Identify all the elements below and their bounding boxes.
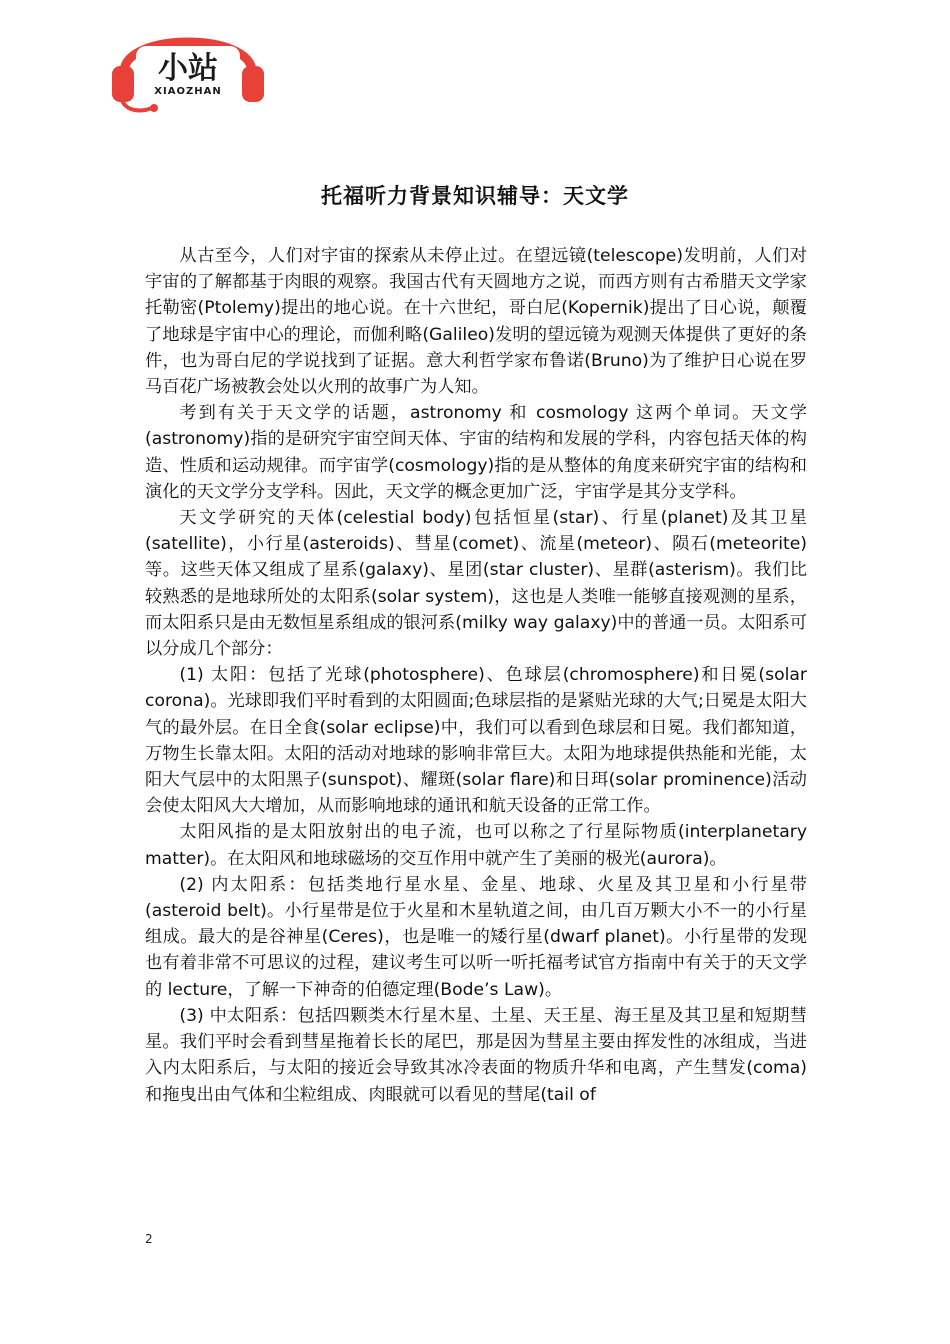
logo-brand-en: XIAOZHAN — [154, 86, 222, 97]
paragraph: 太阳风指的是太阳放射出的电子流，也可以称之了行星际物质(interplanetary matter)。在太阳风和地球磁场的交互作用中就产生了美丽的极光(aurora)。 — [145, 822, 807, 869]
headphone-logo-icon — [108, 22, 268, 114]
page-number: 2 — [145, 1232, 153, 1246]
paragraph: (2) 内太阳系：包括类地行星水星、金星、地球、火星及其卫星和小行星带(asteroid belt)。小行星带是位于火星和木星轨道之间，由几百万颗大小不一的小行星组成。最大的是谷神星(Ceres)，也是唯一的矮行星(dwarf planet)。小行星带的发现也有着非常不可思议的过程，建议考生可以听一听托福考试官方指南中有关于的天文学的 lecture，了解一下神奇的伯德定理(Bode’s Law)。 — [145, 874, 807, 1000]
paragraph: (3) 中太阳系：包括四颗类木行星木星、土星、天王星、海王星及其卫星和短期彗星。我们平时会看到彗星拖着长长的尾巴，那是因为彗星主要由挥发性的冰组成，当进入内太阳系后，与太阳的接近会导致其冰冷表面的物质升华和电离，产生彗发(coma)和拖曳出由气体和尘粒组成、肉眼就可以看见的彗尾(tail of — [145, 1005, 807, 1105]
paragraph: 从古至今，人们对宇宙的探索从未停止过。在望远镜(telescope)发明前，人们对宇宙的了解都基于肉眼的观察。我国古代有天圆地方之说，而西方则有古希腊天文学家托勒密(Ptolemy)提出的地心说。在十六世纪，哥白尼(Kopernik)提出了日心说，颠覆了地球是宇宙中心的理论，而伽利略(Galileo)发明的望远镜为观测天体提供了更好的条件，也为哥白尼的学说找到了证据。意大利哲学家布鲁诺(Bruno)为了维护日心说在罗马百花广场被教会处以火刑的故事广为人知。 — [145, 246, 807, 398]
paragraph: 考到有关于天文学的话题，astronomy 和 cosmology 这两个单词。天文学(astronomy)指的是研究宇宙空间天体、宇宙的结构和发展的学科，内容包括天体的构造、性质和运动规律。而宇宙学(cosmology)指的是从整体的角度来研究宇宙的结构和演化的天文学分支学科。因此，天文学的概念更加广泛，宇宙学是其分支学科。 — [145, 403, 807, 502]
paragraph: 天文学研究的天体(celestial body)包括恒星(star)、行星(planet)及其卫星(satellite)，小行星(asteroids)、彗星(comet)、流星(meteor)、陨石(meteorite)等。这些天体又组成了星系(galaxy)、星团(star cluster)、星群(asterism)。我们比较熟悉的是地球所处的太阳系(solar system)，这也是人类唯一能够直接观测的星系，而太阳系只是由无数恒星系组成的银河系(milky way galaxy)中的普通一员。太阳系可以分成几个部分： — [145, 508, 807, 660]
logo-brand-cn: 小站 — [158, 51, 218, 86]
article-body — [145, 243, 807, 1108]
paragraph: (1) 太阳：包括了光球(photosphere)、色球层(chromosphere)和日冕(solar corona)。光球即我们平时看到的太阳圆面;色球层指的是紧贴光球的大气;日冕是太阳大气的最外层。在日全食(solar eclipse)中，我们可以看到色球层和日冕。我们都知道，万物生长靠太阳。太阳的活动对地球的影响非常巨大。太阳为地球提供热能和光能，太阳大气层中的太阳黑子(sunspot)、耀斑(solar flare)和日珥(solar prominence)活动会使太阳风大大增加，从而影响地球的通讯和航天设备的正常工作。 — [145, 665, 807, 817]
xiaozhan-logo — [108, 22, 268, 114]
page-title: 托福听力背景知识辅导：天文学 — [321, 183, 629, 208]
